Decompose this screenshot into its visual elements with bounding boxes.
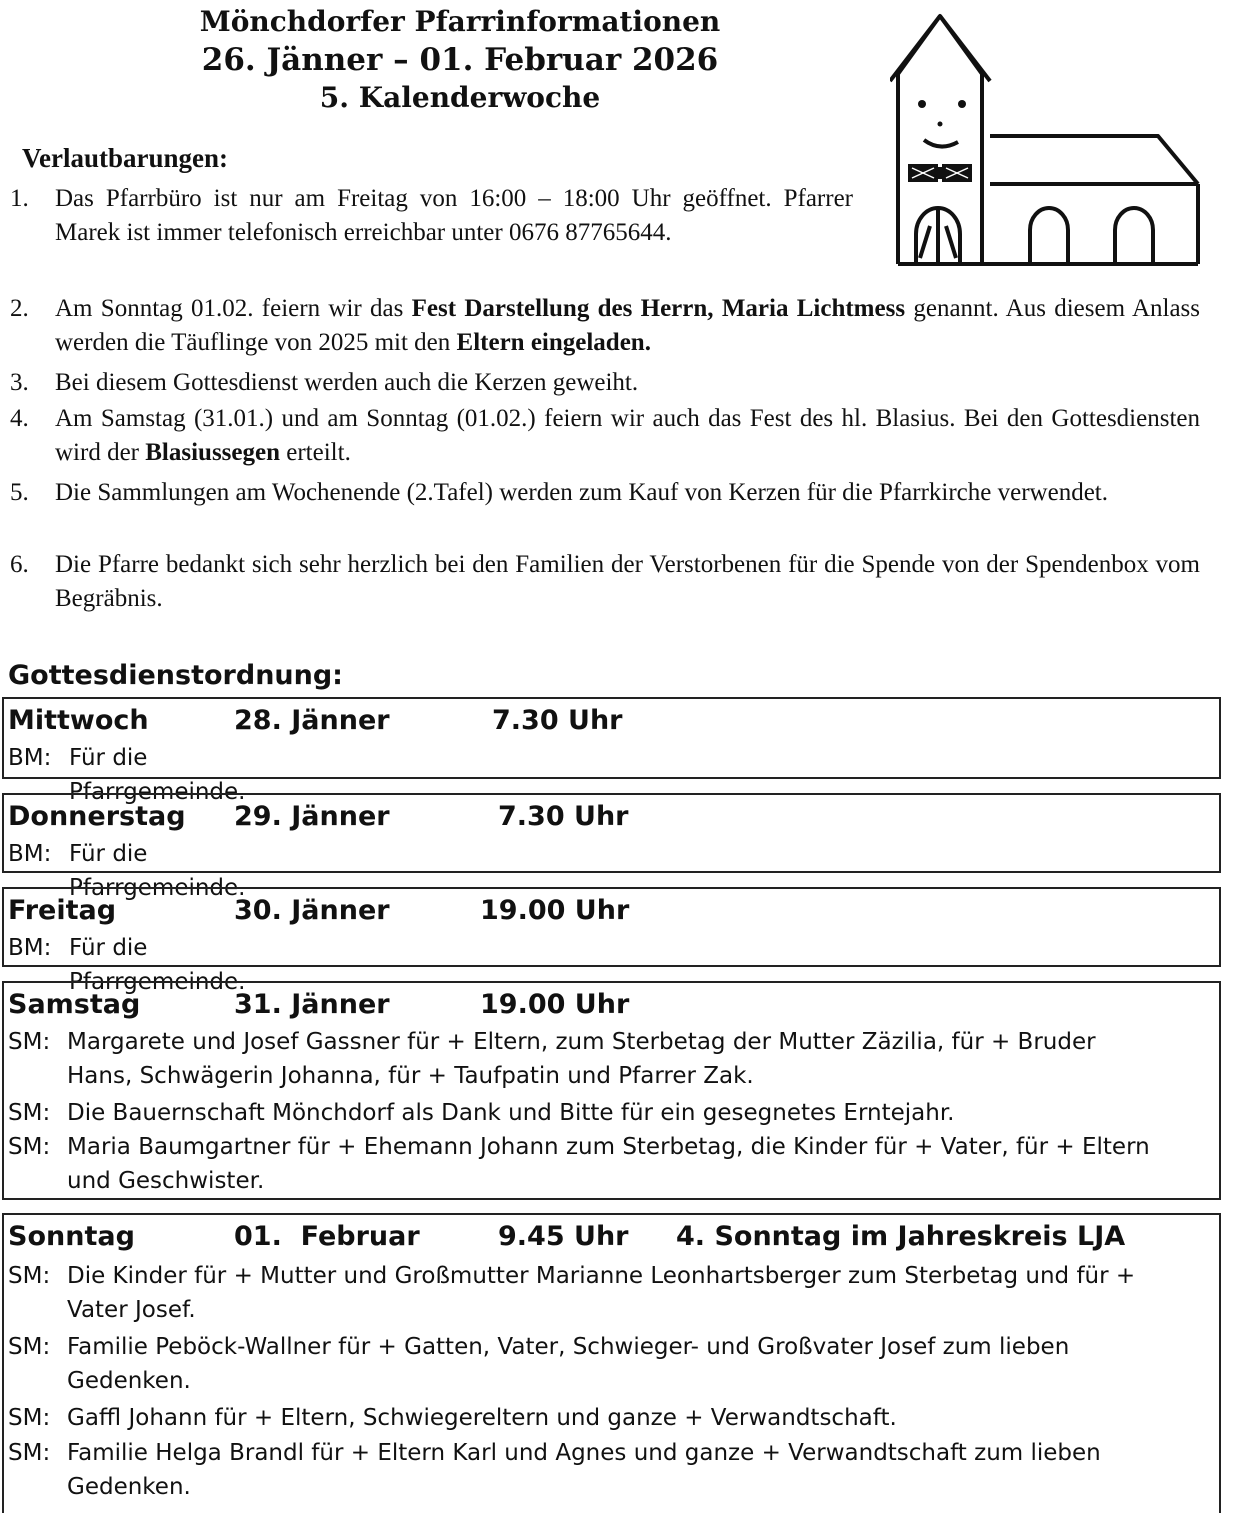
intention-label: SM: — [8, 1263, 51, 1289]
announcement-text — [55, 366, 1200, 400]
announcement-number: 5. — [10, 479, 29, 506]
intention-text: Die Bauernschaft Mönchdorf als Dank und Bitte für ein gesegnetes Erntejahr. — [67, 1100, 955, 1126]
service-time: 19.00 Uhr — [480, 895, 630, 926]
service-time: 7.30 Uhr — [492, 705, 623, 736]
service-date: 30. Jänner — [234, 895, 390, 926]
service-note: 4. Sonntag im Jahreskreis LJA — [676, 1221, 1126, 1252]
service-date: 28. Jänner — [234, 705, 390, 736]
intention-label: SM: — [8, 1334, 51, 1360]
service-day: Sonntag — [8, 1221, 135, 1252]
service-header — [8, 893, 1218, 929]
announcement-bold-text: Eltern eingeladen. — [456, 329, 651, 356]
service-box-donnerstag — [2, 793, 1221, 901]
calendar-week: 5. Kalenderwoche — [319, 81, 601, 114]
announcement-text-run: Die Pfarre bedankt sich sehr herzlich bei den Familien der Verstorbenen für die Spende von der Spendenbox vom Begräbnis. — [55, 551, 1200, 612]
services-heading: Gottesdienstordnung: — [8, 660, 343, 691]
intention-text: Familie Peböck-Wallner für + Gatten, Vater, Schwieger- und Großvater Josef zum lieben Gedenken. — [67, 1334, 1070, 1394]
service-day: Mittwoch — [8, 705, 149, 736]
service-header — [8, 987, 1218, 1023]
intention-text: Die Kinder für + Mutter und Großmutter Marianne Leonhartsberger zum Sterbetag und für + Vater Josef. — [67, 1263, 1136, 1323]
announcement-text-run: Bei diesem Gottesdienst werden auch die Kerzen geweiht. — [55, 369, 639, 396]
intention-label: SM: — [8, 1134, 51, 1160]
service-header — [8, 703, 1218, 739]
announcement-text-run: Am Samstag (31.01.) und am Sonntag (01.02.) feiern wir auch das Fest des hl. Blasius. Bei den Gottesdiensten wird der — [55, 405, 1200, 466]
intention-text: Familie Helga Brandl für + Eltern Karl und Agnes und ganze + Verwandtschaft zum lieben Gedenken. — [67, 1440, 1101, 1500]
announcement-bold-text: Blasiussegen — [145, 439, 281, 466]
intention-text: Gaffl Johann für + Eltern, Schwiegereltern und ganze + Verwandtschaft. — [67, 1405, 897, 1431]
announcement-text — [55, 182, 853, 250]
intention-label: BM: — [8, 935, 52, 961]
announcement-bold-text: Fest Darstellung des Herrn, Maria Lichtmess — [411, 295, 906, 322]
intention-label: BM: — [8, 841, 52, 867]
service-day: Donnerstag — [8, 801, 186, 832]
intention-text: Für die Pfarrgemeinde. — [69, 841, 246, 901]
header — [150, 4, 770, 116]
service-time: 7.30 Uhr — [498, 801, 629, 832]
service-header — [8, 1219, 1218, 1255]
announcement-number: 4. — [10, 405, 29, 432]
intention-label: SM: — [8, 1405, 51, 1431]
announcement-text-run: genannt. Aus diesem Anlass werden die Täuflinge von 2025 mit den — [55, 295, 1201, 356]
service-date: 01. Februar — [234, 1221, 420, 1252]
intention-text: Für die Pfarrgemeinde. — [69, 745, 246, 805]
service-day: Samstag — [8, 989, 141, 1020]
announcement-text — [55, 402, 1200, 470]
announcements-heading: Verlautbarungen: — [22, 143, 229, 173]
announcement-number: 1. — [10, 185, 29, 212]
service-day: Freitag — [8, 895, 117, 926]
service-date: 29. Jänner — [234, 801, 390, 832]
service-date: 31. Jänner — [234, 989, 390, 1020]
announcement-text-run: Am Sonntag 01.02. feiern wir das — [55, 295, 412, 322]
service-box-samstag — [2, 981, 1221, 1200]
announcement-number: 3. — [10, 369, 29, 396]
service-time: 19.00 Uhr — [480, 989, 630, 1020]
announcement-text — [55, 292, 1200, 360]
service-box-sonntag — [2, 1213, 1221, 1513]
service-header — [8, 799, 1218, 835]
intention-label: SM: — [8, 1029, 51, 1055]
intention-label: SM: — [8, 1440, 51, 1466]
date-range: 26. Jänner – 01. Februar 2026 — [201, 42, 719, 78]
announcement-text-run: Die Sammlungen am Wochenende (2.Tafel) werden zum Kauf von Kerzen für die Pfarrkirche verwendet. — [55, 479, 1108, 506]
announcement-text — [55, 476, 1200, 510]
announcement-number: 2. — [10, 295, 29, 322]
announcement-text-run: Das Pfarrbüro ist nur am Freitag von 16:00 – 18:00 Uhr geöffnet. Pfarrer Marek ist immer telefonisch erreichbar unter 0676 87765644. — [55, 185, 853, 246]
announcement-text — [55, 548, 1200, 616]
intention-text: Margarete und Josef Gassner für + Eltern, zum Sterbetag der Mutter Zäzilia, für + Bruder Hans, Schwägerin Johanna, für + Taufpatin und Pfarrer Zak. — [67, 1029, 1096, 1089]
announcement-text-run: erteilt. — [280, 439, 351, 466]
church-illustration-icon — [890, 12, 1210, 270]
intention-label: BM: — [8, 745, 52, 771]
announcement-number: 6. — [10, 551, 29, 578]
intention-text: Für die Pfarrgemeinde. — [69, 935, 246, 995]
service-box-freitag — [2, 887, 1221, 995]
service-time: 9.45 Uhr — [498, 1221, 629, 1252]
intention-text: Maria Baumgartner für + Ehemann Johann zum Sterbetag, die Kinder für + Vater, für + Eltern und Geschwister. — [67, 1134, 1150, 1194]
service-box-mittwoch — [2, 697, 1221, 805]
page-title: Mönchdorfer Pfarrinformationen — [199, 5, 721, 38]
intention-label: SM: — [8, 1100, 51, 1126]
